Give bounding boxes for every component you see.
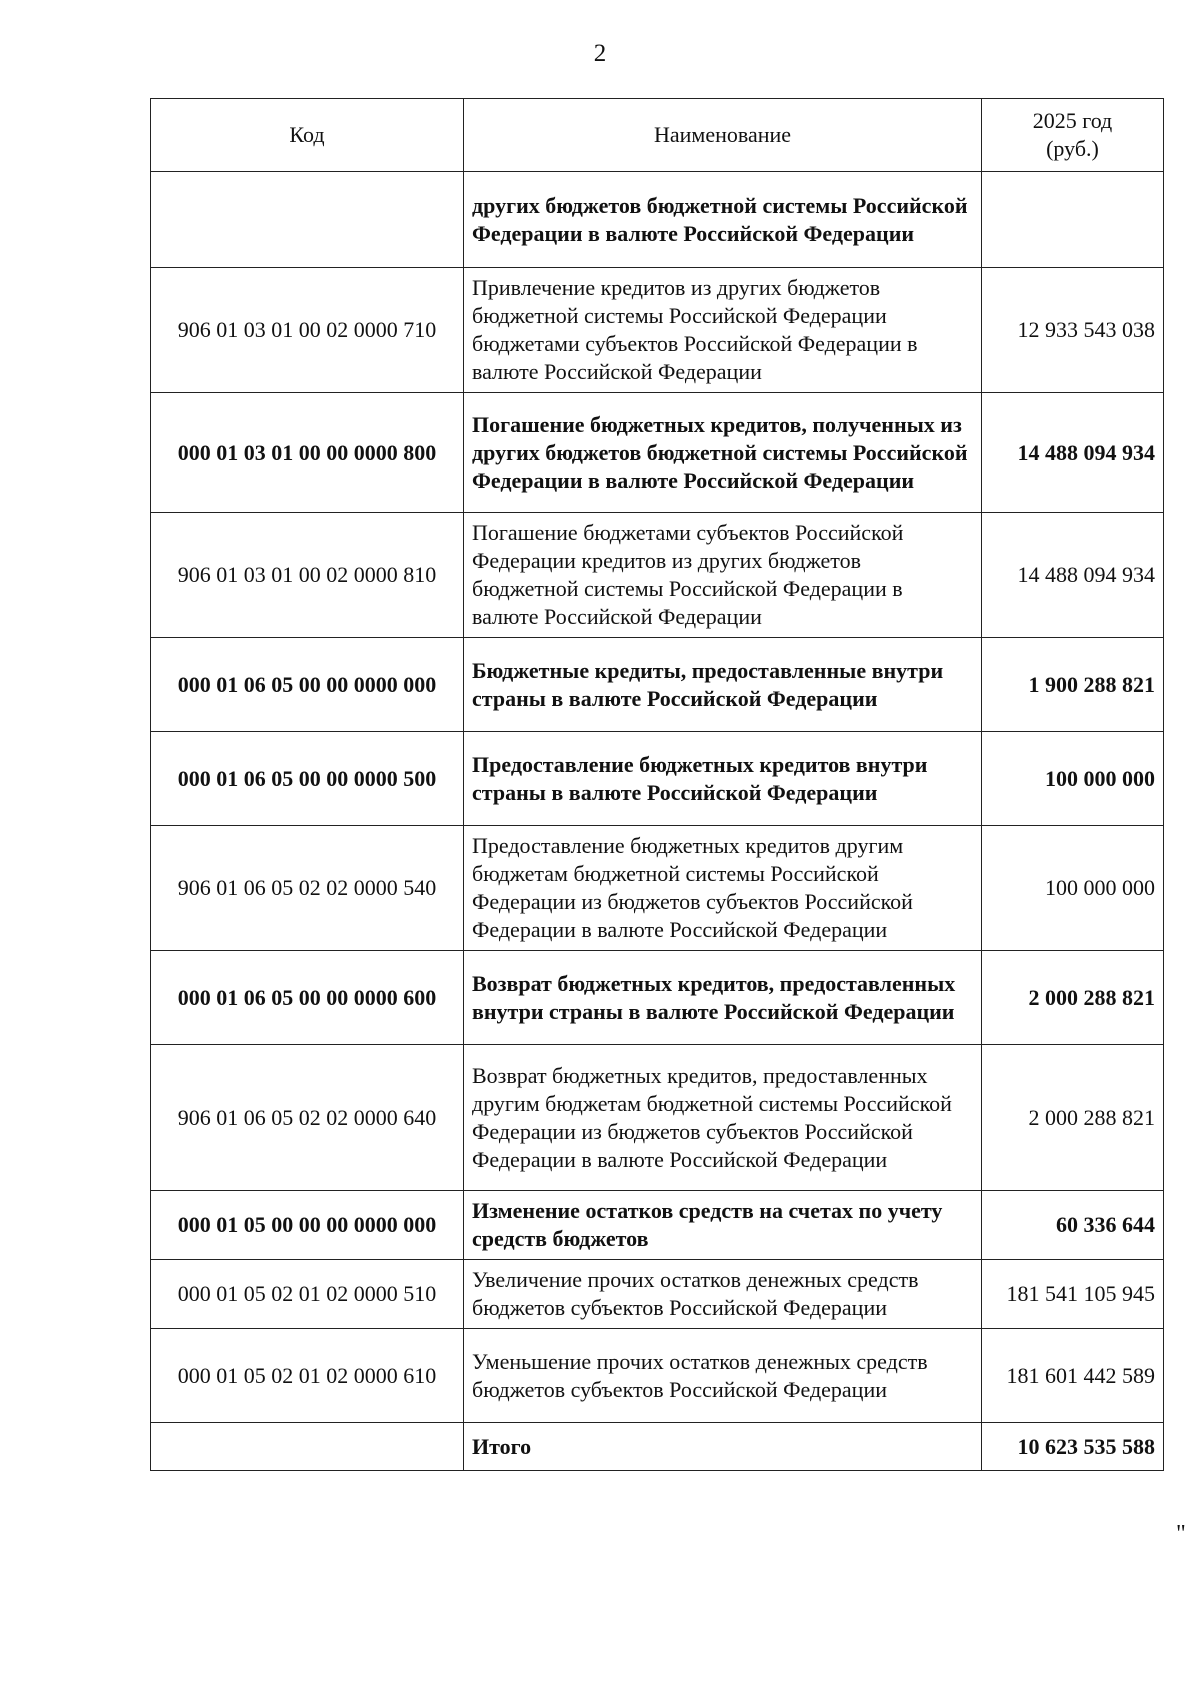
row-code: 906 01 06 05 02 02 0000 640 <box>151 1045 464 1191</box>
closing-quote-mark: " <box>1176 1521 1186 1547</box>
page-number: 2 <box>593 40 607 67</box>
row-name: Привлечение кредитов из других бюджетов бюджетной системы Российской Федерации бюджетами субъектов Российской Федерации в валюте Российской Федерации <box>464 268 982 393</box>
row-name: Увеличение прочих остатков денежных средств бюджетов субъектов Российской Федерации <box>464 1260 982 1329</box>
row-amount <box>982 172 1164 268</box>
row-amount: 14 488 094 934 <box>982 513 1164 638</box>
row-name: Возврат бюджетных кредитов, предоставленных другим бюджетам бюджетной системы Российской Федерации из бюджетов субъектов Российской Федерации в валюте Российской Федерации <box>464 1045 982 1191</box>
header-name: Наименование <box>464 99 982 172</box>
table-row <box>151 513 1164 638</box>
row-code: 906 01 03 01 00 02 0000 810 <box>151 513 464 638</box>
table-row <box>151 638 1164 732</box>
table-header-row <box>151 99 1164 172</box>
table-row <box>151 732 1164 826</box>
row-amount: 14 488 094 934 <box>982 393 1164 513</box>
row-amount: 2 000 288 821 <box>982 1045 1164 1191</box>
row-name: Погашение бюджетами субъектов Российской Федерации кредитов из других бюджетов бюджетной системы Российской Федерации в валюте Российской Федерации <box>464 513 982 638</box>
table-row <box>151 826 1164 951</box>
row-code: 906 01 06 05 02 02 0000 540 <box>151 826 464 951</box>
table-row <box>151 1045 1164 1191</box>
row-code: 000 01 05 00 00 00 0000 000 <box>151 1191 464 1260</box>
row-amount: 181 601 442 589 <box>982 1329 1164 1423</box>
row-amount: 60 336 644 <box>982 1191 1164 1260</box>
row-name: Возврат бюджетных кредитов, предоставленных внутри страны в валюте Российской Федерации <box>464 951 982 1045</box>
row-code <box>151 172 464 268</box>
table-row <box>151 1191 1164 1260</box>
row-amount: 100 000 000 <box>982 732 1164 826</box>
table-row <box>151 1329 1164 1423</box>
row-code: 000 01 05 02 01 02 0000 610 <box>151 1329 464 1423</box>
row-name: Изменение остатков средств на счетах по учету средств бюджетов <box>464 1191 982 1260</box>
row-amount: 1 900 288 821 <box>982 638 1164 732</box>
row-code: 000 01 03 01 00 00 0000 800 <box>151 393 464 513</box>
row-code: 906 01 03 01 00 02 0000 710 <box>151 268 464 393</box>
row-name: других бюджетов бюджетной системы Российской Федерации в валюте Российской Федерации <box>464 172 982 268</box>
budget-table <box>150 98 1164 1471</box>
header-code: Код <box>151 99 464 172</box>
row-amount: 181 541 105 945 <box>982 1260 1164 1329</box>
row-code: 000 01 06 05 00 00 0000 000 <box>151 638 464 732</box>
row-name: Предоставление бюджетных кредитов внутри страны в валюте Российской Федерации <box>464 732 982 826</box>
table-row <box>151 1260 1164 1329</box>
row-amount: 12 933 543 038 <box>982 268 1164 393</box>
row-code: 000 01 06 05 00 00 0000 600 <box>151 951 464 1045</box>
total-label: Итого <box>464 1423 982 1471</box>
table-row <box>151 172 1164 268</box>
row-code: 000 01 06 05 00 00 0000 500 <box>151 732 464 826</box>
header-amount: 2025 год (руб.) <box>982 99 1164 172</box>
total-amount: 10 623 535 588 <box>982 1423 1164 1471</box>
row-name: Погашение бюджетных кредитов, полученных из других бюджетов бюджетной системы Российской Федерации в валюте Российской Федерации <box>464 393 982 513</box>
row-name: Уменьшение прочих остатков денежных средств бюджетов субъектов Российской Федерации <box>464 1329 982 1423</box>
row-name: Бюджетные кредиты, предоставленные внутри страны в валюте Российской Федерации <box>464 638 982 732</box>
total-row <box>151 1423 1164 1471</box>
row-amount: 2 000 288 821 <box>982 951 1164 1045</box>
table-row <box>151 951 1164 1045</box>
row-code <box>151 1423 464 1471</box>
row-name: Предоставление бюджетных кредитов другим бюджетам бюджетной системы Российской Федерации из бюджетов субъектов Российской Федерации в валюте Российской Федерации <box>464 826 982 951</box>
row-amount: 100 000 000 <box>982 826 1164 951</box>
table-row <box>151 393 1164 513</box>
table-row <box>151 268 1164 393</box>
row-code: 000 01 05 02 01 02 0000 510 <box>151 1260 464 1329</box>
